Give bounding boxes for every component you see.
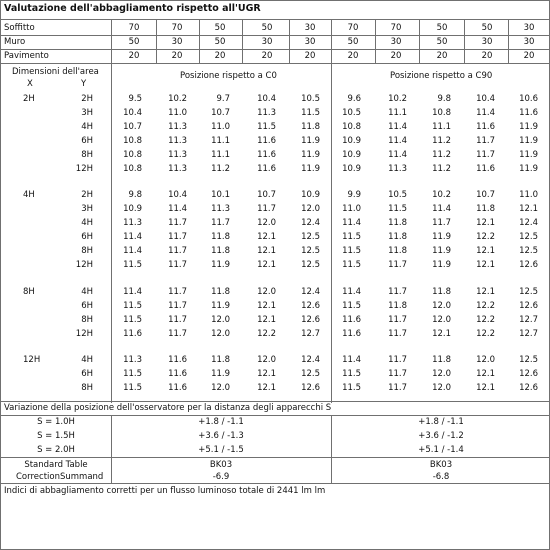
row-divider <box>1 35 549 36</box>
ugr-value-c0: 12.1 <box>257 232 276 243</box>
param-value: 50 <box>481 23 493 33</box>
ugr-value-c0: 11.7 <box>168 232 187 243</box>
ugr-value-c0: 10.8 <box>123 149 142 160</box>
ugr-value-c0: 11.6 <box>257 149 276 160</box>
ugr-value-c90: 12.1 <box>476 246 495 256</box>
ugr-value-c0: 11.1 <box>211 135 230 146</box>
variation-c90: +1.8 / -1.1 <box>418 417 464 427</box>
ugr-value-c90: 10.4 <box>476 94 495 104</box>
row-divider <box>1 19 549 20</box>
column-divider <box>464 19 465 63</box>
ugr-value-c90: 12.7 <box>519 314 538 325</box>
ugr-value-c90: 12.0 <box>432 369 451 380</box>
ugr-value-c0: 11.0 <box>168 107 187 118</box>
ugr-value-c0: 11.8 <box>211 355 230 366</box>
ugr-value-c90: 11.7 <box>388 286 407 297</box>
ugr-value-c90: 12.2 <box>476 314 495 325</box>
ugr-value-c0: 11.0 <box>211 121 230 132</box>
ugr-value-c90: 12.6 <box>519 369 538 380</box>
ugr-value-c90: 12.0 <box>432 383 451 394</box>
row-y-dimension: 12H <box>75 163 93 174</box>
ugr-value-c90: 12.1 <box>519 204 538 215</box>
ugr-value-c0: 11.5 <box>123 300 142 311</box>
param-value: 30 <box>261 37 273 47</box>
group-x-dimension: 4H <box>23 190 35 201</box>
ugr-value-c90: 11.5 <box>388 204 407 215</box>
ugr-value-c90: 11.9 <box>519 163 538 174</box>
table-title: Valutazione dell'abbagliamento rispetto all'UGR <box>4 3 261 14</box>
ugr-value-c0: 9.8 <box>128 190 142 201</box>
ugr-value-c90: 11.9 <box>519 135 538 146</box>
ugr-value-c90: 11.6 <box>342 314 361 325</box>
ugr-value-c90: 10.2 <box>388 94 407 104</box>
ugr-value-c90: 12.2 <box>476 300 495 311</box>
column-divider <box>331 415 332 483</box>
group-x-dimension: 8H <box>23 286 35 297</box>
ugr-value-c90: 11.4 <box>342 355 361 366</box>
ugr-value-c0: 11.7 <box>168 286 187 297</box>
param-value: 50 <box>436 23 448 33</box>
ugr-value-c90: 11.8 <box>388 300 407 311</box>
param-value: 20 <box>128 51 140 61</box>
ugr-value-c90: 12.2 <box>476 328 495 339</box>
param-value: 20 <box>436 51 448 61</box>
ugr-value-c90: 11.5 <box>342 232 361 243</box>
ugr-value-c90: 11.7 <box>476 149 495 160</box>
ugr-value-c0: 11.6 <box>257 135 276 146</box>
dimensions-header: Dimensioni dell'area <box>12 67 99 77</box>
ugr-value-c0: 11.6 <box>168 355 187 366</box>
ugr-value-c90: 11.1 <box>432 121 451 132</box>
ugr-value-c90: 11.5 <box>342 383 361 394</box>
ugr-value-c0: 11.4 <box>123 232 142 243</box>
ugr-value-c0: 12.7 <box>301 328 320 339</box>
column-divider <box>156 19 157 63</box>
ugr-value-c90: 11.9 <box>519 149 538 160</box>
ugr-value-c90: 11.7 <box>388 369 407 380</box>
param-value: 20 <box>261 51 273 61</box>
param-value: 20 <box>171 51 183 61</box>
ugr-value-c0: 9.5 <box>128 94 142 104</box>
row-y-dimension: 8H <box>81 149 93 160</box>
ugr-value-c90: 12.0 <box>432 300 451 311</box>
ugr-value-c0: 11.6 <box>168 383 187 394</box>
ugr-value-c90: 10.9 <box>342 149 361 160</box>
param-value: 70 <box>390 23 402 33</box>
ugr-value-c90: 11.9 <box>432 259 451 270</box>
ugr-value-c0: 10.7 <box>257 190 276 201</box>
ugr-value-c0: 12.1 <box>257 259 276 270</box>
row-y-dimension: 3H <box>81 204 93 215</box>
ugr-value-c0: 11.3 <box>168 135 187 146</box>
variation-title: Variazione della posizione dell'osservatore per la distanza degli apparecchi S <box>4 403 332 413</box>
ugr-value-c0: 10.1 <box>211 190 230 201</box>
ugr-value-c0: 12.6 <box>301 300 320 311</box>
param-value: 70 <box>171 23 183 33</box>
ugr-value-c0: 11.9 <box>211 369 230 380</box>
ugr-value-c90: 10.5 <box>388 190 407 201</box>
ugr-value-c90: 9.9 <box>347 190 361 201</box>
param-value: 50 <box>347 37 359 47</box>
param-value: 30 <box>304 37 316 47</box>
ugr-value-c0: 11.5 <box>301 107 320 118</box>
ugr-value-c0: 11.7 <box>168 259 187 270</box>
ugr-value-c0: 12.2 <box>257 328 276 339</box>
ugr-value-c0: 12.5 <box>301 246 320 256</box>
ugr-value-c0: 12.4 <box>301 218 320 229</box>
ugr-value-c90: 12.5 <box>519 286 538 297</box>
ugr-value-c90: 12.1 <box>476 218 495 229</box>
correction-label: CorrectionSummand <box>16 472 104 482</box>
ugr-value-c90: 11.2 <box>432 149 451 160</box>
ugr-value-c0: 11.3 <box>168 163 187 174</box>
param-label: Pavimento <box>4 51 49 61</box>
ugr-value-c0: 11.3 <box>168 121 187 132</box>
column-divider <box>508 19 509 63</box>
variation-label: S = 2.0H <box>37 445 75 455</box>
ugr-value-c0: 12.5 <box>301 369 320 380</box>
param-value: 50 <box>261 23 273 33</box>
ugr-value-c90: 12.4 <box>519 218 538 229</box>
ugr-value-c90: 11.0 <box>342 204 361 215</box>
ugr-value-c0: 11.3 <box>211 204 230 215</box>
ugr-value-c90: 11.7 <box>388 355 407 366</box>
ugr-value-c0: 12.0 <box>257 355 276 366</box>
standard-table-c90: BK03 <box>429 460 453 470</box>
ugr-value-c90: 11.4 <box>342 286 361 297</box>
param-value: 20 <box>390 51 402 61</box>
param-label: Muro <box>4 37 26 47</box>
ugr-value-c0: 11.4 <box>123 286 142 297</box>
ugr-value-c0: 11.3 <box>168 149 187 160</box>
correction-c0: -6.9 <box>212 472 230 482</box>
param-value: 20 <box>347 51 359 61</box>
ugr-value-c0: 11.4 <box>123 246 142 256</box>
column-divider <box>242 19 243 63</box>
row-y-dimension: 4H <box>81 355 93 366</box>
ugr-value-c90: 11.9 <box>432 232 451 243</box>
ugr-value-c90: 10.2 <box>432 190 451 201</box>
ugr-value-c0: 11.3 <box>123 355 142 366</box>
ugr-value-c90: 11.2 <box>432 163 451 174</box>
row-y-dimension: 2H <box>81 94 93 104</box>
ugr-value-c90: 11.7 <box>432 218 451 229</box>
row-y-dimension: 12H <box>75 259 93 270</box>
param-value: 30 <box>304 23 316 33</box>
param-value: 30 <box>481 37 493 47</box>
ugr-value-c0: 11.7 <box>168 300 187 311</box>
ugr-value-c0: 10.5 <box>301 94 320 104</box>
ugr-value-c90: 12.6 <box>519 300 538 311</box>
row-y-dimension: 12H <box>75 328 93 339</box>
column-divider <box>331 19 332 63</box>
ugr-value-c0: 12.1 <box>257 300 276 311</box>
ugr-value-c0: 11.5 <box>123 259 142 270</box>
ugr-value-c90: 12.1 <box>476 369 495 380</box>
ugr-value-c90: 9.8 <box>437 94 451 104</box>
ugr-value-c0: 10.8 <box>123 135 142 146</box>
ugr-value-c90: 11.7 <box>476 135 495 146</box>
footer-note: Indici di abbagliamento corretti per un flusso luminoso totale di 2441 lm lm <box>4 486 326 496</box>
variation-c0: +3.6 / -1.3 <box>198 431 244 441</box>
ugr-value-c90: 11.9 <box>519 121 538 132</box>
ugr-value-c0: 12.0 <box>257 286 276 297</box>
row-divider <box>1 415 549 416</box>
ugr-value-c90: 12.2 <box>476 232 495 243</box>
ugr-value-c90: 11.4 <box>388 149 407 160</box>
ugr-value-c0: 10.2 <box>168 94 187 104</box>
ugr-value-c90: 10.8 <box>432 107 451 118</box>
ugr-value-c90: 12.1 <box>476 286 495 297</box>
ugr-value-c90: 11.7 <box>388 259 407 270</box>
x-axis-label: X <box>27 79 33 89</box>
ugr-value-c0: 12.6 <box>301 383 320 394</box>
ugr-value-c0: 12.0 <box>301 204 320 215</box>
row-y-dimension: 4H <box>81 121 93 132</box>
ugr-value-c0: 11.4 <box>168 204 187 215</box>
ugr-value-c90: 11.8 <box>388 232 407 243</box>
param-value: 20 <box>304 51 316 61</box>
row-divider <box>1 63 549 64</box>
row-y-dimension: 4H <box>81 286 93 297</box>
ugr-value-c90: 11.4 <box>388 121 407 132</box>
column-divider <box>419 19 420 63</box>
ugr-value-c0: 12.5 <box>301 259 320 270</box>
position-c90-header: Posizione rispetto a C90 <box>390 71 493 81</box>
ugr-value-c90: 11.7 <box>388 328 407 339</box>
column-divider <box>375 19 376 63</box>
ugr-value-c90: 12.6 <box>519 383 538 394</box>
ugr-value-c0: 11.7 <box>211 218 230 229</box>
standard-table-label: Standard Table <box>24 460 88 470</box>
ugr-value-c90: 9.6 <box>347 94 361 104</box>
ugr-value-c90: 12.7 <box>519 328 538 339</box>
ugr-value-c0: 10.7 <box>211 107 230 118</box>
ugr-value-c0: 11.7 <box>168 218 187 229</box>
ugr-value-c0: 11.9 <box>211 259 230 270</box>
param-value: 30 <box>390 37 402 47</box>
ugr-value-c90: 11.4 <box>432 204 451 215</box>
row-y-dimension: 6H <box>81 135 93 146</box>
ugr-value-c0: 11.9 <box>301 163 320 174</box>
column-divider <box>289 19 290 63</box>
ugr-value-c90: 11.0 <box>519 190 538 201</box>
ugr-value-c0: 11.7 <box>168 314 187 325</box>
ugr-value-c90: 12.5 <box>519 355 538 366</box>
ugr-value-c0: 12.4 <box>301 355 320 366</box>
param-value: 30 <box>523 37 535 47</box>
ugr-value-c0: 12.1 <box>257 314 276 325</box>
row-divider <box>1 457 549 458</box>
ugr-value-c0: 11.7 <box>168 246 187 256</box>
ugr-value-c90: 11.5 <box>342 259 361 270</box>
ugr-value-c90: 11.9 <box>432 246 451 256</box>
ugr-value-c0: 10.7 <box>123 121 142 132</box>
ugr-value-c0: 12.5 <box>301 232 320 243</box>
ugr-value-c0: 11.5 <box>257 121 276 132</box>
ugr-value-c90: 11.5 <box>342 246 361 256</box>
ugr-value-c0: 11.8 <box>301 121 320 132</box>
ugr-value-c0: 12.1 <box>257 246 276 256</box>
ugr-value-c0: 11.2 <box>211 163 230 174</box>
ugr-value-c0: 11.6 <box>257 163 276 174</box>
ugr-value-c0: 11.5 <box>123 314 142 325</box>
ugr-value-c0: 10.8 <box>123 163 142 174</box>
ugr-value-c0: 11.1 <box>211 149 230 160</box>
ugr-value-c0: 11.3 <box>123 218 142 229</box>
ugr-value-c90: 12.1 <box>476 383 495 394</box>
param-label: Soffitto <box>4 23 35 33</box>
ugr-value-c0: 11.3 <box>257 107 276 118</box>
row-y-dimension: 8H <box>81 383 93 394</box>
row-y-dimension: 6H <box>81 232 93 243</box>
y-axis-label: Y <box>81 79 87 89</box>
group-x-dimension: 2H <box>23 94 35 104</box>
ugr-value-c0: 11.7 <box>257 204 276 215</box>
group-x-dimension: 12H <box>23 355 41 366</box>
param-value: 20 <box>523 51 535 61</box>
ugr-value-c90: 10.5 <box>342 107 361 118</box>
row-y-dimension: 8H <box>81 246 93 256</box>
ugr-value-c0: 11.9 <box>301 135 320 146</box>
variation-label: S = 1.5H <box>37 431 75 441</box>
ugr-value-c90: 12.1 <box>432 328 451 339</box>
ugr-value-c90: 12.5 <box>519 232 538 243</box>
row-y-dimension: 3H <box>81 107 93 118</box>
column-divider <box>111 19 112 63</box>
param-value: 70 <box>347 23 359 33</box>
ugr-value-c0: 12.6 <box>301 314 320 325</box>
standard-table-c0: BK03 <box>209 460 233 470</box>
ugr-value-c90: 10.7 <box>476 190 495 201</box>
ugr-value-c0: 11.9 <box>301 149 320 160</box>
ugr-value-c90: 11.4 <box>476 107 495 118</box>
param-value: 50 <box>436 37 448 47</box>
row-y-dimension: 2H <box>81 190 93 201</box>
ugr-value-c90: 11.6 <box>476 163 495 174</box>
ugr-value-c90: 12.1 <box>476 259 495 270</box>
ugr-value-c90: 11.6 <box>342 328 361 339</box>
row-divider <box>1 49 549 50</box>
column-divider <box>199 19 200 63</box>
row-y-dimension: 8H <box>81 314 93 325</box>
ugr-value-c0: 12.1 <box>257 369 276 380</box>
ugr-value-c0: 11.7 <box>168 328 187 339</box>
ugr-value-c90: 11.4 <box>342 218 361 229</box>
ugr-value-c0: 12.0 <box>211 383 230 394</box>
ugr-value-c90: 11.5 <box>342 369 361 380</box>
param-value: 30 <box>171 37 183 47</box>
ugr-value-c0: 12.0 <box>257 218 276 229</box>
ugr-value-c90: 11.7 <box>388 314 407 325</box>
param-value: 50 <box>128 37 140 47</box>
ugr-value-c0: 11.5 <box>123 369 142 380</box>
row-divider <box>1 401 549 402</box>
ugr-value-c90: 11.8 <box>388 246 407 256</box>
position-c0-header: Posizione rispetto a C0 <box>180 71 277 81</box>
ugr-value-c0: 10.9 <box>123 204 142 215</box>
variation-c0: +1.8 / -1.1 <box>198 417 244 427</box>
param-value: 70 <box>128 23 140 33</box>
param-value: 50 <box>214 23 226 33</box>
ugr-value-c90: 11.6 <box>476 121 495 132</box>
ugr-value-c90: 12.5 <box>519 246 538 256</box>
ugr-value-c0: 11.8 <box>211 232 230 243</box>
ugr-value-c90: 11.8 <box>432 286 451 297</box>
ugr-value-c90: 11.5 <box>342 300 361 311</box>
param-value: 30 <box>523 23 535 33</box>
row-y-dimension: 6H <box>81 300 93 311</box>
ugr-value-c0: 10.9 <box>301 190 320 201</box>
param-value: 50 <box>214 37 226 47</box>
ugr-value-c90: 11.6 <box>519 107 538 118</box>
column-divider <box>111 415 112 483</box>
ugr-value-c90: 11.7 <box>388 383 407 394</box>
ugr-value-c90: 11.4 <box>388 135 407 146</box>
ugr-value-c90: 10.8 <box>342 121 361 132</box>
row-y-dimension: 4H <box>81 218 93 229</box>
variation-c90: +5.1 / -1.4 <box>418 445 464 455</box>
ugr-value-c0: 12.4 <box>301 286 320 297</box>
ugr-value-c90: 12.0 <box>432 314 451 325</box>
ugr-value-c90: 11.8 <box>388 218 407 229</box>
ugr-value-c0: 12.1 <box>257 383 276 394</box>
ugr-value-c0: 12.0 <box>211 314 230 325</box>
row-y-dimension: 6H <box>81 369 93 380</box>
ugr-value-c90: 10.9 <box>342 135 361 146</box>
ugr-value-c90: 11.8 <box>432 355 451 366</box>
ugr-value-c90: 11.3 <box>388 163 407 174</box>
ugr-value-c90: 10.6 <box>519 94 538 104</box>
param-value: 20 <box>481 51 493 61</box>
row-divider <box>1 483 549 484</box>
ugr-value-c0: 12.0 <box>211 328 230 339</box>
correction-c90: -6.8 <box>432 472 450 482</box>
ugr-value-c0: 11.9 <box>211 300 230 311</box>
variation-c90: +3.6 / -1.2 <box>418 431 464 441</box>
variation-c0: +5.1 / -1.5 <box>198 445 244 455</box>
ugr-value-c90: 12.6 <box>519 259 538 270</box>
ugr-value-c0: 11.6 <box>168 369 187 380</box>
ugr-value-c90: 11.1 <box>388 107 407 118</box>
ugr-value-c90: 10.9 <box>342 163 361 174</box>
ugr-value-c0: 10.4 <box>168 190 187 201</box>
ugr-value-c0: 11.8 <box>211 286 230 297</box>
ugr-value-c0: 9.7 <box>216 94 230 104</box>
ugr-value-c0: 11.8 <box>211 246 230 256</box>
ugr-value-c90: 11.8 <box>476 204 495 215</box>
variation-label: S = 1.0H <box>37 417 75 427</box>
param-value: 20 <box>214 51 226 61</box>
ugr-value-c0: 11.5 <box>123 383 142 394</box>
ugr-value-c0: 10.4 <box>257 94 276 104</box>
ugr-value-c0: 11.6 <box>123 328 142 339</box>
ugr-value-c90: 11.2 <box>432 135 451 146</box>
ugr-value-c90: 12.0 <box>476 355 495 366</box>
ugr-value-c0: 10.4 <box>123 107 142 118</box>
